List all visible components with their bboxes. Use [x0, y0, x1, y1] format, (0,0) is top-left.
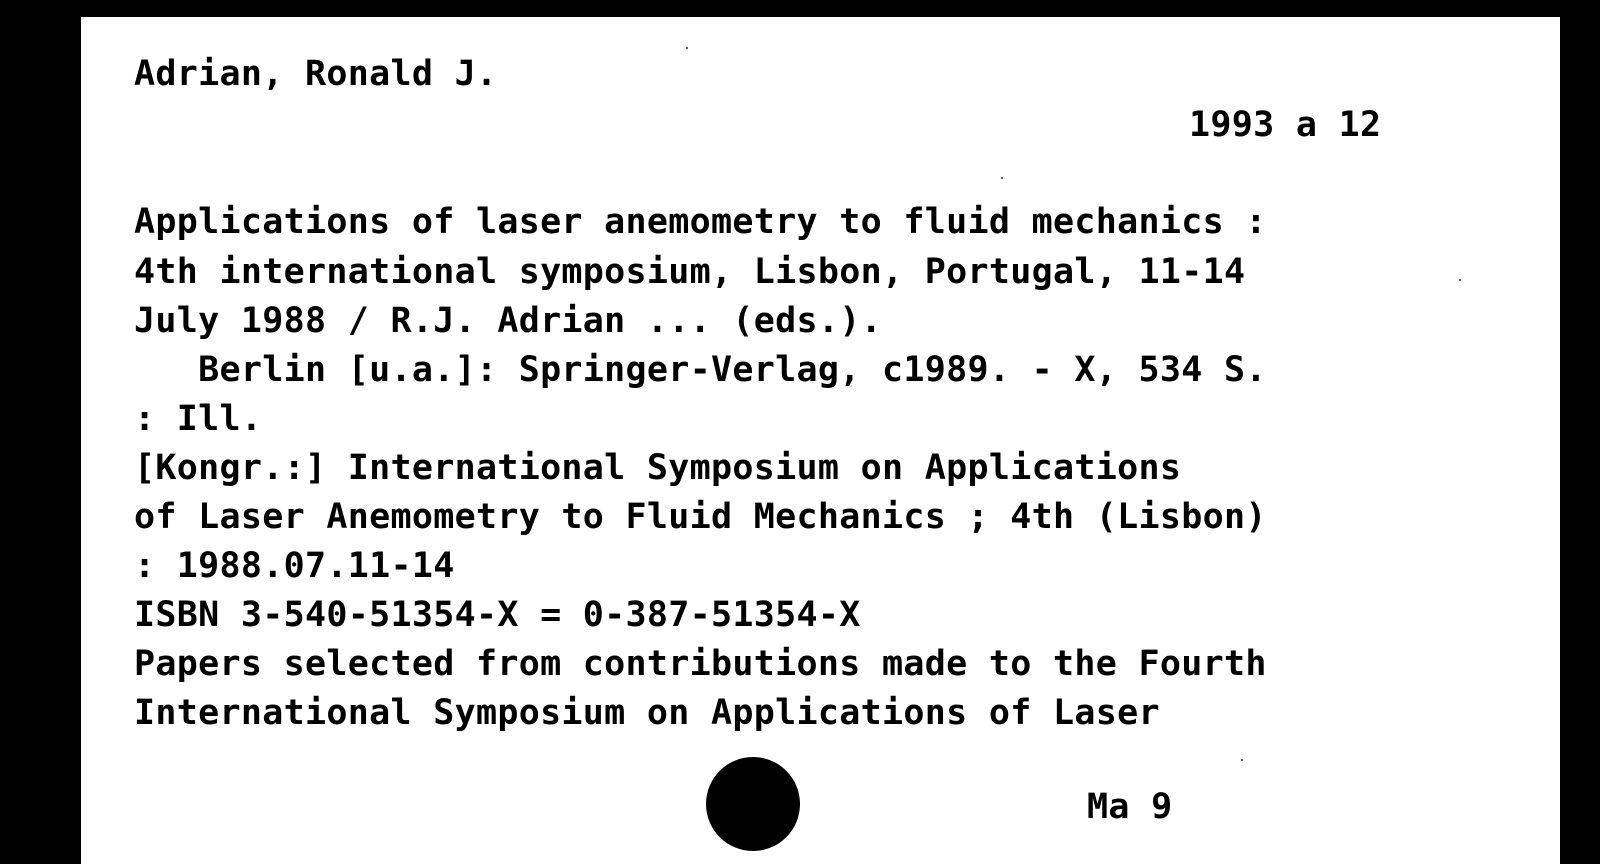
- dust-speck: [686, 47, 688, 49]
- note-line-2: International Symposium on Applications of Laser: [134, 693, 1160, 733]
- title-line-3: July 1988 / R.J. Adrian ... (eds.).: [134, 301, 883, 341]
- dust-speck: [1001, 177, 1003, 179]
- imprint-line-2: : Ill.: [134, 399, 263, 439]
- dust-speck: [1241, 759, 1243, 761]
- punch-hole: [706, 757, 800, 851]
- title-line-1: Applications of laser anemometry to fluid mechanics :: [134, 202, 1267, 242]
- catalog-card: [81, 17, 1560, 864]
- shelf-mark: Ma 9: [1087, 787, 1173, 827]
- imprint-line-1: Berlin [u.a.]: Springer-Verlag, c1989. - X, 534 S.: [134, 350, 1267, 390]
- dust-speck: [1459, 279, 1461, 281]
- conference-line-1: [Kongr.:] International Symposium on Applications: [134, 448, 1182, 488]
- conference-line-2: of Laser Anemometry to Fluid Mechanics ; 4th (Lisbon): [134, 497, 1267, 537]
- note-line-1: Papers selected from contributions made to the Fourth: [134, 644, 1267, 684]
- isbn-line: ISBN 3-540-51354-X = 0-387-51354-X: [134, 595, 861, 635]
- title-line-2: 4th international symposium, Lisbon, Portugal, 11-14: [134, 252, 1246, 292]
- call-number: 1993 a 12: [1189, 105, 1382, 145]
- conference-line-3: : 1988.07.11-14: [134, 546, 455, 586]
- author-heading: Adrian, Ronald J.: [134, 54, 498, 94]
